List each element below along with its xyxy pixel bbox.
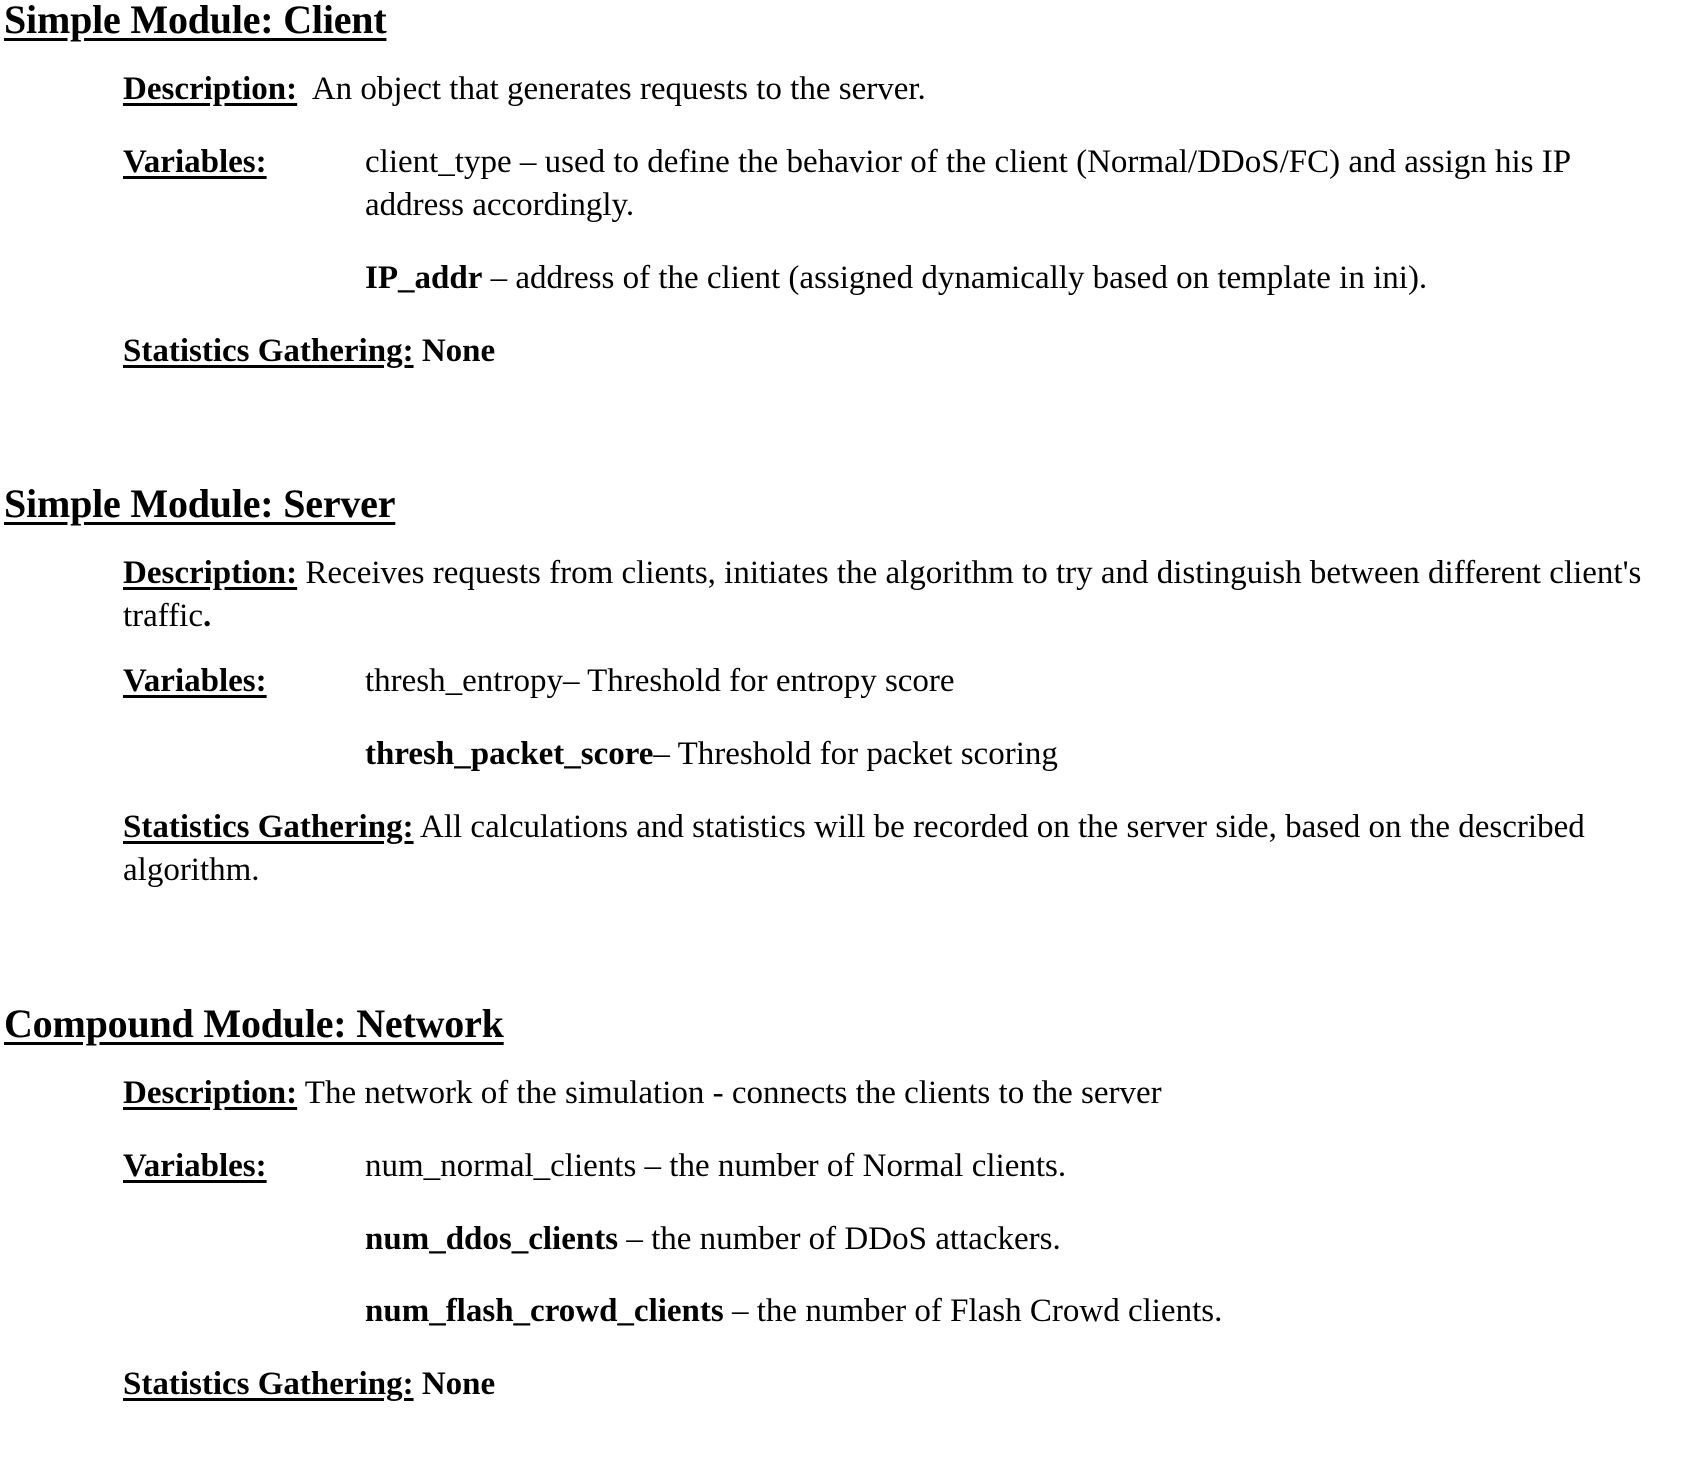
variables-label-server: Variables: xyxy=(123,663,267,700)
section-body-network xyxy=(0,1072,1684,1406)
spacer xyxy=(0,40,1684,68)
description-line-network xyxy=(123,1072,1674,1115)
description-text-server-suffix: . xyxy=(203,598,212,635)
spacer xyxy=(123,638,1674,660)
variable-item xyxy=(123,1218,1674,1261)
spacer xyxy=(123,227,1674,257)
spacer xyxy=(0,892,1684,1004)
variables-label-col-server xyxy=(123,660,365,703)
variable-name: IP_addr xyxy=(365,259,483,296)
variables-row-client xyxy=(123,141,1674,227)
spacer xyxy=(123,776,1674,806)
variable-definition: – Threshold for entropy score xyxy=(562,663,955,700)
section-heading-client-text: Simple Module: Client xyxy=(4,0,387,42)
section-heading-network-text: Compound Module: Network xyxy=(4,1000,504,1046)
spacer xyxy=(123,1188,1674,1218)
variable-name: num_ddos_clients xyxy=(365,1220,619,1257)
section-heading-network xyxy=(0,1000,1684,1046)
stats-label-network: Statistics Gathering: xyxy=(123,1366,414,1403)
section-heading-client xyxy=(0,0,1684,40)
description-text-network: The network of the simulation - connects the clients to the server xyxy=(304,1074,1162,1111)
variable-definition: – the number of DDoS attackers. xyxy=(618,1220,1061,1257)
spacer xyxy=(123,1115,1674,1145)
stats-line-client xyxy=(123,330,1674,373)
description-line-client xyxy=(123,68,1674,111)
spacer xyxy=(123,300,1674,330)
description-label-client: Description: xyxy=(123,71,298,107)
variables-row-network xyxy=(123,1145,1674,1188)
description-text-server: Receives requests from clients, initiates the algorithm to try and distinguish between different client's traffic xyxy=(123,555,1642,635)
variable-definition: – address of the client (assigned dynamically based on template in ini). xyxy=(482,259,1428,296)
stats-text-network: None xyxy=(421,1366,496,1403)
description-line-server xyxy=(123,552,1674,638)
variable-definition: – Threshold for packet scoring xyxy=(653,736,1058,773)
variable-item xyxy=(123,1290,1674,1333)
section-body-client xyxy=(0,68,1684,372)
variable-definition: – the number of Normal clients. xyxy=(636,1147,1067,1184)
spacer xyxy=(123,1260,1674,1290)
spacer xyxy=(0,372,1684,484)
variable-name: thresh_entropy xyxy=(365,663,563,700)
stats-line-server xyxy=(123,806,1674,892)
spacer xyxy=(123,1333,1674,1363)
description-text-client: An object that generates requests to the server. xyxy=(311,71,926,107)
variable-item xyxy=(365,660,1674,703)
variable-item xyxy=(365,1145,1674,1188)
variable-name: num_flash_crowd_clients xyxy=(365,1293,724,1330)
stats-label-server: Statistics Gathering: xyxy=(123,809,414,846)
stats-label-client: Statistics Gathering: xyxy=(123,332,414,369)
stats-text-client: None xyxy=(421,332,496,369)
spacer xyxy=(123,703,1674,733)
stats-text-server: All calculations and statistics will be recorded on the server side, based on the described algorithm. xyxy=(123,809,1585,888)
variable-name: client_type xyxy=(365,143,512,180)
variable-item xyxy=(123,257,1674,300)
description-label-network: Description: xyxy=(123,1074,298,1111)
variable-item xyxy=(123,733,1674,776)
section-body-server xyxy=(0,552,1684,891)
spacer xyxy=(0,524,1684,552)
variables-label-client: Variables: xyxy=(123,143,267,180)
variable-name: num_normal_clients xyxy=(365,1147,637,1184)
stats-line-network xyxy=(123,1363,1674,1406)
description-label-server: Description: xyxy=(123,555,298,592)
variable-name: thresh_packet_score xyxy=(365,736,654,773)
variable-definition: – used to define the behavior of the client (Normal/DDoS/FC) and assign his IP address accordingly. xyxy=(365,143,1570,223)
variables-label-col-network xyxy=(123,1145,365,1188)
variables-label-network: Variables: xyxy=(123,1147,267,1184)
section-heading-server xyxy=(0,481,1684,527)
variable-item xyxy=(365,141,1674,227)
variable-definition: – the number of Flash Crowd clients. xyxy=(723,1293,1223,1330)
spacer xyxy=(123,111,1674,141)
spacer xyxy=(0,1044,1684,1072)
variables-row-server xyxy=(123,660,1674,703)
section-heading-server-text: Simple Module: Server xyxy=(4,481,396,527)
variables-label-col-client xyxy=(123,141,365,184)
